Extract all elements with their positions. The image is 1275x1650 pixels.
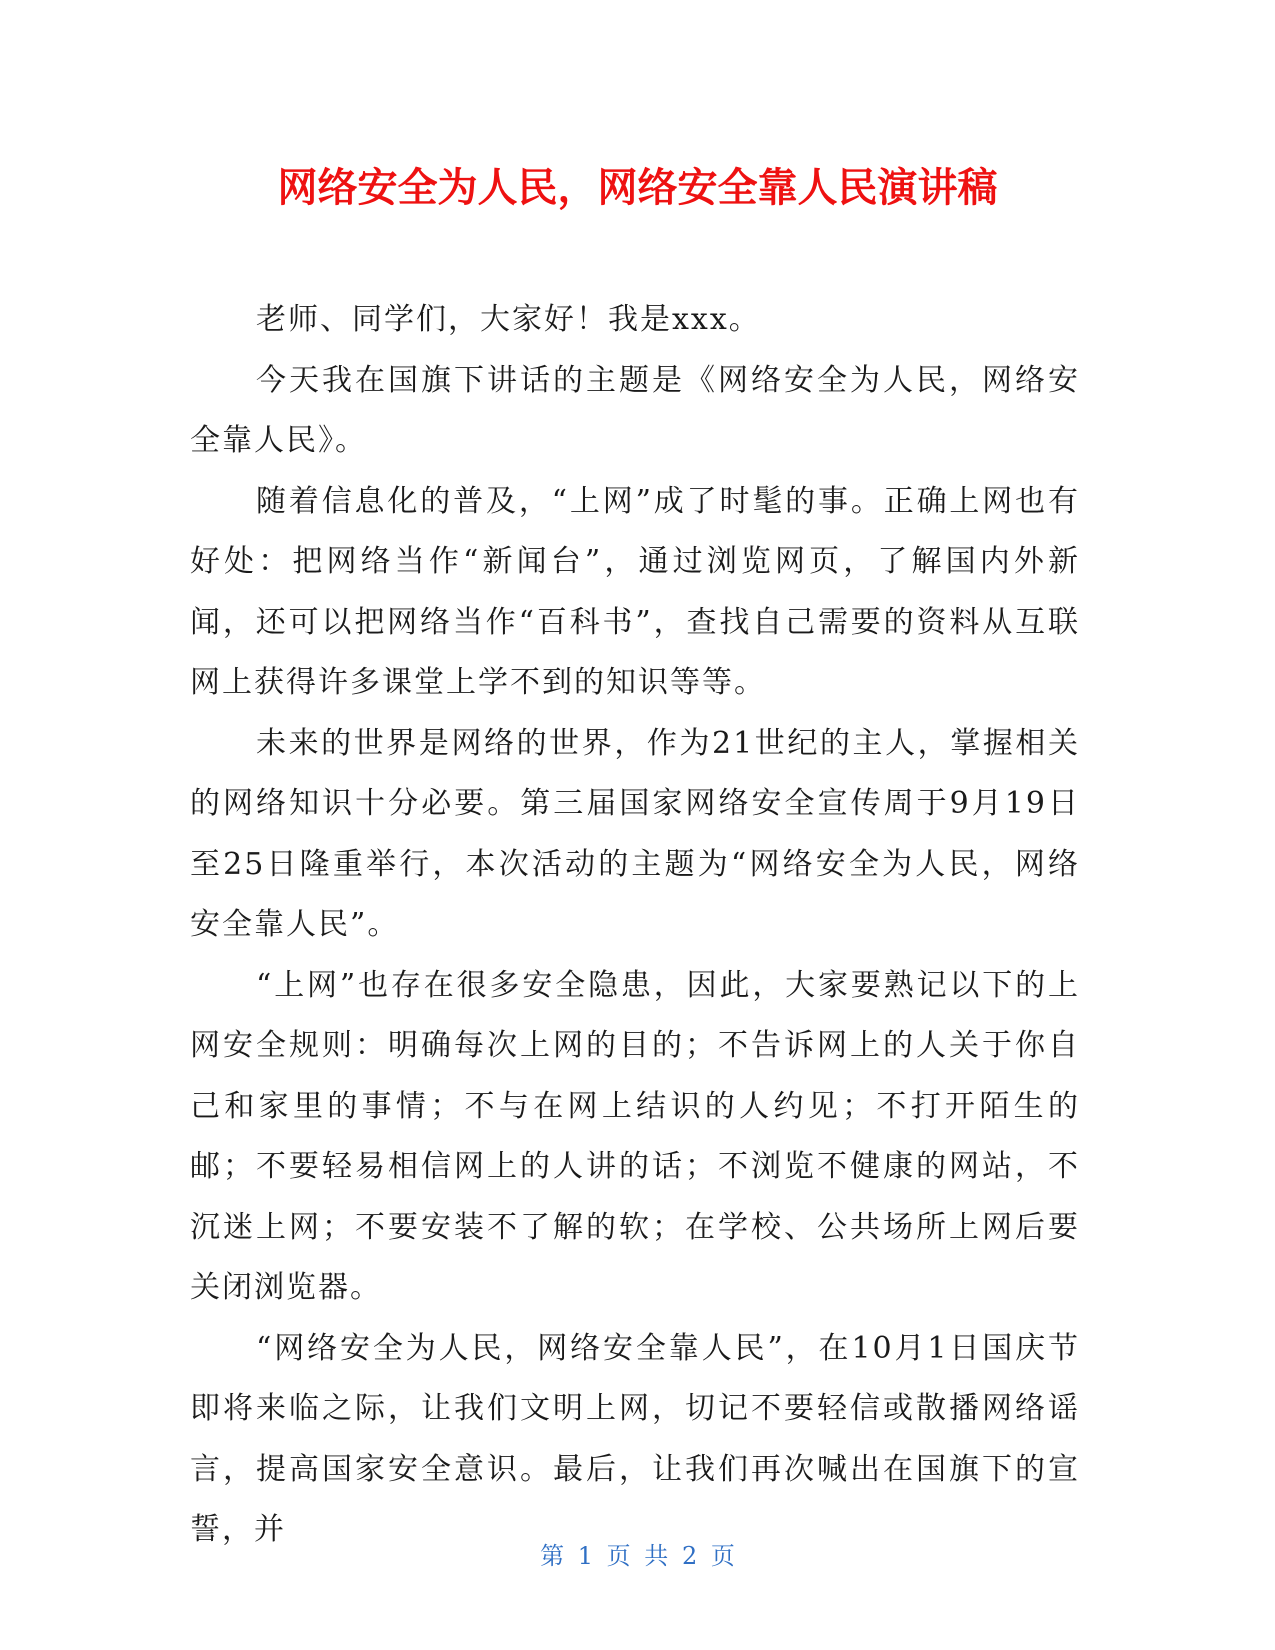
document-body	[190, 290, 1080, 1561]
paragraph-conclusion: “网络安全为人民，网络安全靠人民”，在10月1日国庆节即将来临之际，让我们文明上网，切记不要轻信或散播网络谣言，提高国家安全意识。最后，让我们再次喊出在国旗下的宣誓，并	[190, 1330, 1080, 1547]
paragraph-topic: 今天我在国旗下讲话的主题是《网络安全为人民，网络安全靠人民》。	[190, 362, 1080, 458]
paragraph-greeting: 老师、同学们，大家好！我是xxx。	[256, 302, 761, 337]
document-title: 网络安全为人民，网络安全靠人民演讲稿	[277, 165, 998, 211]
paragraph-internet-benefits: 随着信息化的普及，“上网”成了时髦的事。正确上网也有好处：把网络当作“新闻台”，通过浏览网页，了解国内外新闻，还可以把网络当作“百科书”，查找自己需要的资料从互联网上获得许多课堂上学不到的知识等等。	[190, 483, 1080, 700]
paragraph-future-network: 未来的世界是网络的世界，作为21世纪的主人，掌握相关的网络知识十分必要。第三届国家网络安全宣传周于9月19日至25日隆重举行，本次活动的主题为“网络安全为人民，网络安全靠人民”。	[190, 725, 1080, 942]
page-number-footer: 第 1 页 共 2 页	[540, 1542, 735, 1570]
paragraph-safety-rules: “上网”也存在很多安全隐患，因此，大家要熟记以下的上网安全规则：明确每次上网的目的；不告诉网上的人关于你自己和家里的事情；不与在网上结识的人约见；不打开陌生的邮；不要轻易相信网上的人讲的话；不浏览不健康的网站，不沉迷上网；不要安装不了解的软；在学校、公共场所上网后要关闭浏览器。	[190, 967, 1080, 1305]
